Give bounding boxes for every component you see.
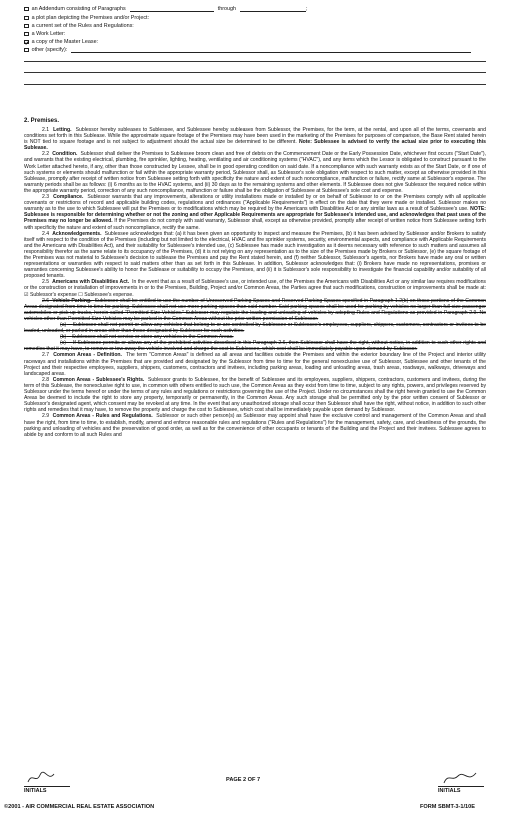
checklist-item xyxy=(24,39,98,45)
addendum-to-field[interactable] xyxy=(240,6,306,12)
checklist-item xyxy=(24,47,471,53)
checklist-item-label: a plot plan depicting the Premises and/or Project: xyxy=(31,15,150,21)
addendum-row: an Addendum consisting of Paragraphs through ; xyxy=(24,6,308,12)
blank-line xyxy=(24,61,486,62)
copyright: ©2001 - AIR COMMERCIAL REAL ESTATE ASSOCIATION xyxy=(4,804,155,810)
addendum-from-field[interactable] xyxy=(130,6,214,12)
paragraph-2-6-b-struck: (b) Sublessee shall not service or store any vehicles in the Common Areas. xyxy=(60,334,234,341)
handwritten-initials-icon xyxy=(438,770,484,786)
checklist-item-label: other (specify): xyxy=(31,47,68,53)
paragraph-2-3: 2.3 Compliance. Sublessor warrants that any improvements, alterations or utility installations made or installed by or on behalf of Sublessor to or on the Premises comply with all applicable covenants or restrictions of record and applicable building codes, regulations and ordinances ("Applicable Requirements") in effect on the date that they were made or installed. Sublessor makes no warranty as to the use to which Sublessee will put the Premises or to modifications which may be required by the Americans with Disabilities Act or any similar laws as a result of Sublessee's use. NOTE: Sublessee is responsible for determining whether or not the zoning and other Applicable Requirements are appropriate for Sublessee's intended use, and acknowledges that past uses of the Premises may no longer be allowed. If the Premises do not comply with said warranty, Sublessor shall, except as otherwise provided, promptly after receipt of written notice from Sublessee setting forth with specificity the nature and extent of such noncompliance, rectify the same. xyxy=(24,194,486,231)
paragraph-2-7: 2.7 Common Areas - Definition. The term "Common Areas" is defined as all areas and facilities outside the Premises and within the exterior boundary line of the Project and interior utility raceways and installations within the Premises that are provided and designated by the Sublessor from time to time for the general nonexclusive use of Sublessor, Sublessee and other tenants of the Project and their respective employees, suppliers, shippers, customers, contractors and invitees, including parking areas, loading and unloading areas, trash areas, roadways, walkways, driveways and landscaped areas. xyxy=(24,352,486,377)
form-number: FORM SBMT-3-1/10E xyxy=(420,804,476,810)
paragraph-2-2: 2.2 Condition. Sublessor shall deliver the Premises to Sublessee broom clean and free of debris on the Commencement Date or the Early Possession Date, whichever first occurs ("Start Date"), and warrants that the existing electrical, plumbing, fire sprinkler, lighting, heating, ventilating and air conditioning systems ("HVAC"), and any items which the Lessor is obligated to construct pursuant to the Work Letter attached hereto, if any, other than those constructed by Lessee, shall be in good operating condition on said date. If a noncompliance with such warranty exists as of the Start Date, or if one of such systems or elements should malfunction or fail within the appropriate warranty period, Sublessor shall, as Sublessor's sole obligation with respect to such matter, except as otherwise provided in this Sublease, promptly after receipt of written notice from Sublessee setting forth with specificity the nature and extent of such noncompliance, malfunction or failure, rectify same at Sublessor's expense. The warranty periods shall be as follows: (i) 6 months as to the HVAC systems, and (ii) 30 days as to the remaining systems and other elements. If Sublessee does not give Sublessor the required notice within the appropriate warranty period, correction of any such noncompliance, malfunction or failure shall be the obligation of Sublessee at Sublessee's sole cost and expense. xyxy=(24,151,486,194)
work-letter-checkbox[interactable] xyxy=(24,32,29,37)
other-specify-field[interactable] xyxy=(71,47,471,53)
paragraph-2-1: 2.1 Letting. Sublessor hereby subleases to Sublessee, and Sublessee hereby subleases from Sublessor, the Premises, for the term, at the rental, and upon all of the terms, covenants and conditions set forth in this Sublease. While the approximate square footage of the Premises may have been used in the marketing of the Premises for purposes of comparison, the Base Rent stated herein is NOT tied to square footage and is not subject to adjustment should the actual size be determined to be different. Note: Sublessee is advised to verify the actual size prior to executing this Sublease. xyxy=(24,127,486,152)
checklist-item-label: a copy of the Master Lease: xyxy=(31,39,99,45)
initials-label-left: INITIALS xyxy=(24,788,47,794)
checklist-item-label: a Work Letter: xyxy=(31,31,66,37)
paragraph-2-5: 2.5 Americans with Disabilities Act. In the event that as a result of Sublessee's use, or intended use, of the Premises the Americans with Disabilities Act or any similar law requires modifications or the construction or installation of improvements in or to the Premises, Building, Project and/or Common Areas, the Parties agree that such modifications, construction or improvements shall be made at: ☑ Sublessor's expense ☐ Sublessee's expense. xyxy=(24,279,486,298)
paragraph-2-4: 2.4 Acknowledgements. Sublessee acknowledges that: (a) it has been given an opportunity to inspect and measure the Premises, (b) it has been advised by Sublessor and/or Brokers to satisfy itself with respect to the condition of the Premises (including but not limited to the electrical, HVAC and fire sprinkler systems, security, environmental aspects, and compliance with Applicable Requirements and the Americans with Disabilities Act), and their suitability for Sublessee's intended use, (c) Sublessee has made such investigation as it deems necessary with reference to such matters and assumes all responsibility therefor as the same relate to its occupancy of the Premises, (d) it is not relying on any representation as to the size of the Premises made by Brokers or Sublessor, (e) the square footage of the Premises was not material to Sublessee's decision to sublease the Premises and pay the Rent stated herein, and (f) neither Sublessor, Sublessor's agents, nor Brokers have made any oral or written representations or warranties with respect to said matters other than as set forth in this Sublease. In addition, Sublessor acknowledges that: (i) Brokers have made no representations, promises or warranties concerning Sublessee's ability to honor the Sublease or suitability to occupy the Premises, and (ii) it is Sublessor's sole responsibility to investigate the financial capability and/or suitability of all proposed tenants. xyxy=(24,230,486,280)
initials-label-right: INITIALS xyxy=(438,788,461,794)
rules-checkbox[interactable] xyxy=(24,24,29,29)
paragraph-2-6-c-struck: (c) If Sublessee permits or allows any of the prohibited activities described in this Paragraph 2.6, then Sublessor shall have the right, without notice, in addition to such other rights and remedies that it may have, to remove or tow away the vehicle involved and charge the cost to Sublessee, which cost shall be immediately payable upon demand by Sublessor. xyxy=(24,340,486,353)
addendum-label: an Addendum consisting of Paragraphs xyxy=(31,6,126,12)
other-checkbox[interactable] xyxy=(24,48,29,53)
paragraph-2-8: 2.8 Common Areas - Sublessee's Rights. Sublessor grants to Sublessee, for the benefit of Sublessee and its employees, suppliers, shippers, contractors, customers and invitees, during the term of this Sublease, the nonexclusive right to use, in common with others entitled to such use, the Common Areas as they exist from time to time, subject to any rights, powers, and privileges reserved by Sublessor under the terms hereof or under the terms of any rules and regulations or restrictions governing the use of the Project. Under no circumstances shall the right herein granted to use the Common Areas be deemed to include the right to store any property, temporarily or permanently, in the Common Areas. Any such storage shall be permitted only by the prior written consent of Sublessor or Sublessor's designated agent, which consent may be revoked at any time. In the event that any unauthorized storage shall occur then Sublessor shall have the right, without notice, in addition to such other rights and remedies that it may have, to remove the property and charge the cost to Sublessee, which cost shall be immediately payable upon demand by Sublessor. xyxy=(24,376,486,414)
paragraph-2-6-struck: 2.6 Vehicle Parking. Sublessee shall be entitled to use the number of Unreserved Parking Spaces and Reserved Parking Spaces specified in Paragraph 1.2(b) on those portions of the Common Areas designated from time to time for parking. Sublessee shall not use more parking spaces than said number. Said parking spaces shall be used for parking by vehicles no larger than full-size passenger automobiles or pick-up trucks, herein called "Permitted Size Vehicles." Sublessor may regulate the loading and unloading of vehicles by adopting Rules and Regulations as provided in Paragraph 2.9. No vehicles other than Permitted Size Vehicles may be parked in the Common Areas without the prior written permission of Sublessor. xyxy=(24,297,486,322)
checklist-item xyxy=(24,23,134,29)
initials-field-left[interactable] xyxy=(24,770,70,787)
handwritten-initials-icon xyxy=(24,770,70,786)
paragraph-2-9: 2.9 Common Areas - Rules and Regulations. Sublessor or such other person(s) as Sublessor may appoint shall have the exclusive control and management of the Common Areas and shall have the right, from time to time, to establish, modify, amend and enforce reasonable rules and regulations ("Rules and Regulations") for the management, safety, care, and cleanliness of the grounds, the parking and unloading of vehicles and the preservation of good order, as well as for the convenience of other occupants or tenants of the Building and the Project and their invitees. Sublessee agrees to abide by and conform to all such Rules and xyxy=(24,413,486,438)
paragraph-2-6-a-struck: (a) Sublessee shall not permit or allow any vehicles that belong to or are controlled by Sublessee or Sublessee's employees, suppliers, shippers, customers, contractors or invitees to be loaded, unloaded, or parked in areas other than those designated by Sublessor for such activities. xyxy=(24,322,486,335)
master-lease-checkbox[interactable] xyxy=(24,40,29,45)
blank-line xyxy=(24,72,486,73)
checklist-item xyxy=(24,31,65,37)
addendum-checkbox[interactable] xyxy=(24,7,29,12)
section-2-body xyxy=(24,127,486,438)
initials-field-right[interactable] xyxy=(438,770,484,787)
page-number: PAGE 2 OF 7 xyxy=(226,777,261,783)
checklist-item xyxy=(24,15,149,21)
checklist-item-label: a current set of the Rules and Regulations: xyxy=(31,23,134,29)
plot-plan-checkbox[interactable] xyxy=(24,16,29,21)
section-heading: 2. Premises. xyxy=(24,118,60,124)
addendum-through-label: through xyxy=(217,6,236,12)
blank-line xyxy=(24,84,486,85)
